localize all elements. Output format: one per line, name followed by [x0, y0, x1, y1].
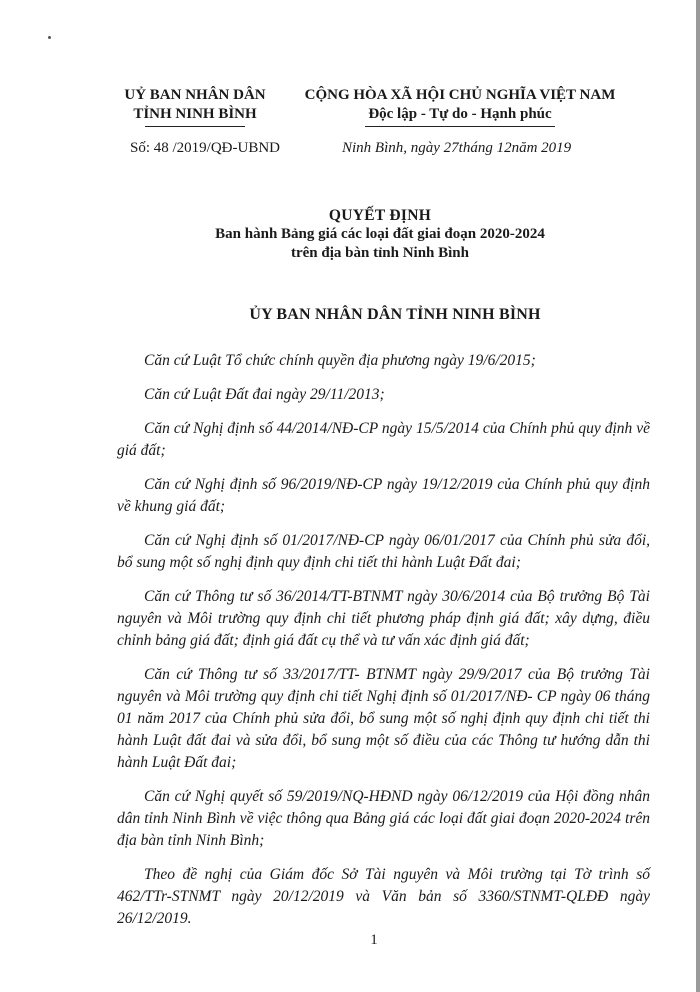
- document-number: Số: 48 /2019/QĐ-UBND: [130, 140, 281, 156]
- scan-speck: [48, 36, 51, 39]
- legal-basis-paragraph: Căn cứ Thông tư số 36/2014/TT-BTNMT ngày 30/6/2014 của Bộ trưởng Bộ Tài nguyên và Môi trường quy định chi tiết phương pháp định giá đất; xây dựng, điều chỉnh bảng giá đất; định giá đất cụ thể và tư vấn xác định giá đất;: [117, 588, 650, 649]
- legal-basis-paragraph: Căn cứ Nghị quyết số 59/2019/NQ-HĐND ngày 06/12/2019 của Hội đồng nhân dân tỉnh Ninh Bình về việc thông qua Bảng giá các loại đất giai đoạn 2020-2024 trên địa bàn tỉnh Ninh Bình;: [117, 788, 650, 849]
- national-title: CỘNG HÒA XÃ HỘI CHỦ NGHĨA VIỆT NAM: [304, 87, 616, 103]
- legal-basis-paragraph: Căn cứ Luật Tổ chức chính quyền địa phương ngày 19/6/2015;: [144, 352, 536, 369]
- legal-basis-paragraph: Theo đề nghị của Giám đốc Sở Tài nguyên và Môi trường tại Tờ trình số 462/TTr-STNMT ngày 20/12/2019 và Văn bản số 3360/STNMT-QLĐĐ ngày 26/12/2019.: [117, 866, 650, 927]
- legal-basis-paragraph: Căn cứ Luật Đất đai ngày 29/11/2013;: [144, 386, 385, 403]
- place-and-date: Ninh Bình, ngày 27tháng 12năm 2019: [342, 140, 572, 156]
- issuer-underline: [145, 126, 245, 127]
- legal-basis-paragraph: Căn cứ Nghị định số 44/2014/NĐ-CP ngày 15/5/2014 của Chính phủ quy định về giá đất;: [117, 420, 650, 459]
- scan-edge: [696, 0, 700, 992]
- decision-subject-line-2: trên địa bàn tỉnh Ninh Bình: [291, 245, 469, 261]
- issuer-line-2: TỈNH NINH BÌNH: [133, 106, 257, 122]
- decision-title: [0, 206, 700, 263]
- issuer-header: [100, 86, 290, 127]
- issuing-authority: ỦY BAN NHÂN DÂN TỈNH NINH BÌNH: [249, 306, 541, 323]
- issuer-line-1: UỶ BAN NHÂN DÂN: [124, 87, 266, 103]
- legal-basis-list: [117, 350, 650, 942]
- decision-heading: QUYẾT ĐỊNH: [328, 207, 432, 224]
- motto-underline: [365, 126, 555, 127]
- legal-basis-paragraph: Căn cứ Nghị định số 96/2019/NĐ-CP ngày 19/12/2019 của Chính phủ quy định về khung giá đất;: [117, 476, 650, 515]
- legal-basis-paragraph: Căn cứ Thông tư số 33/2017/TT- BTNMT ngày 29/9/2017 của Bộ trưởng Tài nguyên và Môi trường quy định chi tiết Nghị định số 01/2017/NĐ- CP ngày 06 tháng 01 năm 2017 của Chính phủ sửa đổi, bổ sung một số nghị định quy định chi tiết thi hành Luật đất đai và sửa đổi, bổ sung một số điều của các Thông tư hướng dẫn thi hành Luật Đất đai;: [117, 666, 650, 771]
- legal-basis-paragraph: Căn cứ Nghị định số 01/2017/NĐ-CP ngày 06/01/2017 của Chính phủ sửa đổi, bổ sung một số nghị định quy định chi tiết thi hành Luật Đất đai;: [117, 532, 650, 571]
- national-motto: Độc lập - Tự do - Hạnh phúc: [368, 106, 552, 122]
- page-number: 1: [370, 932, 378, 948]
- decision-subject-line-1: Ban hành Bảng giá các loại đất giai đoạn 2020-2024: [215, 226, 545, 242]
- national-header: [290, 86, 630, 127]
